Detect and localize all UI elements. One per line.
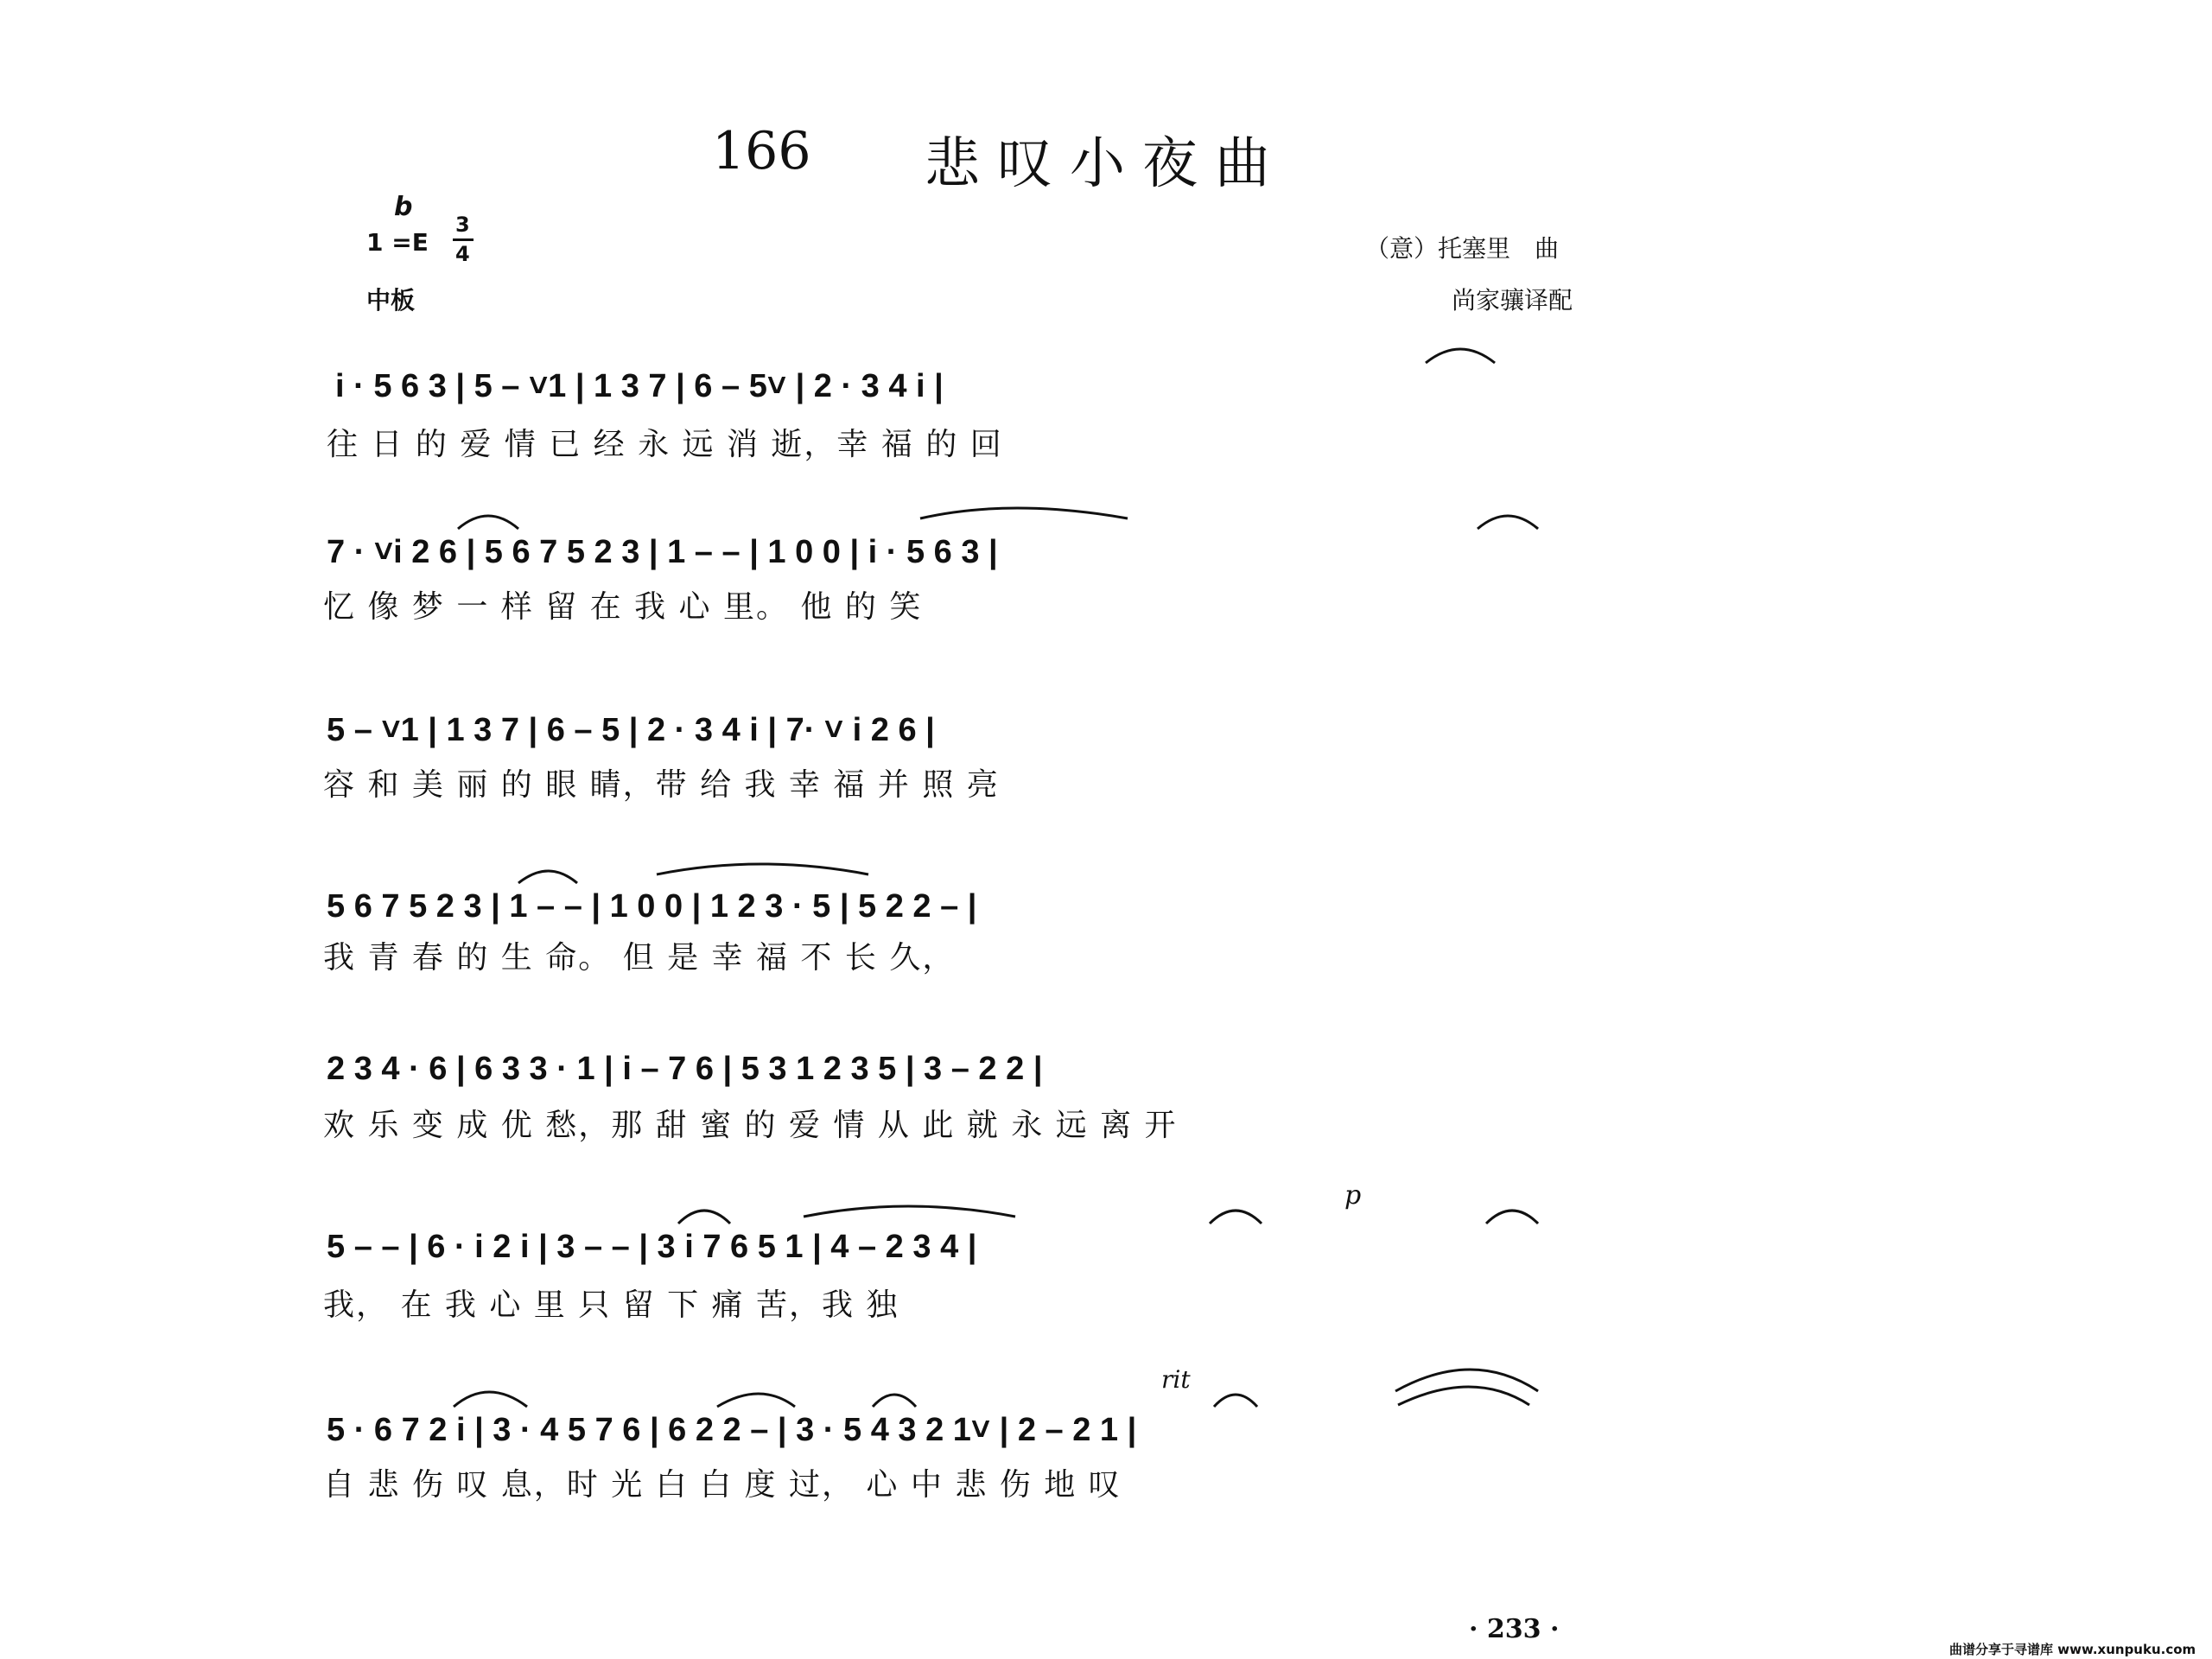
time-signature-bottom: 4 xyxy=(455,242,470,266)
song-number: 166 xyxy=(712,121,811,181)
slur-row-7a xyxy=(454,1392,527,1407)
notes-row-2: 7 · ˅i 2 6 | 5 6 7 5 2 3 | 1 – – | 1 0 0 | i · 5 6 3 | xyxy=(327,534,998,570)
slur-row-7f xyxy=(1398,1387,1529,1405)
tempo-marking: 中板 xyxy=(366,286,416,315)
lyrics-row-6: 我， 在 我 心 里 只 留 下 痛 苦，我 独 xyxy=(323,1287,899,1323)
lyrics-row-4: 我 青 春 的 生 命。 但 是 幸 福 不 长 久， xyxy=(323,940,956,976)
slur-row-4a xyxy=(518,871,577,883)
slur-row-6c xyxy=(1210,1211,1262,1224)
lyrics-row-1: 往 日 的 爱 情 已 经 永 远 消 逝，幸 福 的 回 xyxy=(327,427,1003,462)
slur-row-7c xyxy=(873,1395,916,1407)
slur-row-2b xyxy=(920,508,1128,518)
lyrics-row-5: 欢 乐 变 成 优 愁，那 甜 蜜 的 爱 情 从 此 就 永 远 离 开 xyxy=(323,1108,1178,1143)
song-title: 悲叹小夜曲 xyxy=(925,132,1287,196)
ritardando-marking: rit xyxy=(1161,1365,1191,1394)
composer-credit: （意）托塞里 曲 xyxy=(1365,234,1560,263)
dynamic-marking: p xyxy=(1344,1180,1362,1211)
key-flat-sign: b xyxy=(394,192,413,222)
slur-row-7b xyxy=(717,1394,795,1407)
notes-row-6: 5 – – | 6 · i 2 i | 3 – – | 3 i 7 6 5 1 | 4 – 2 3 4 | xyxy=(327,1229,977,1265)
notes-row-4: 5 6 7 5 2 3 | 1 – – | 1 0 0 | 1 2 3 · 5 | 5 2 2 – | xyxy=(327,888,977,925)
slur-row-6a xyxy=(678,1211,730,1224)
slur-row-2c xyxy=(1478,516,1538,529)
footer-credit: 曲谱分享于寻谱库 www.xunpuku.com xyxy=(1949,1642,2196,1657)
slur-row-2a xyxy=(458,516,518,529)
time-signature-top: 3 xyxy=(455,213,470,237)
notes-row-1: i · 5 6 3 | 5 – ˅1 | 1 3 7 | 6 – 5˅ | 2 · 3 4 i | xyxy=(335,368,944,404)
notes-row-7: 5 · 6 7 2 i | 3 · 4 5 7 6 | 6 2 2 – | 3 · 5 4 3 2 1˅ | 2 – 2 1 | xyxy=(327,1412,1137,1448)
notes-row-5: 2 3 4 · 6 | 6 3 3 · 1 | i – 7 6 | 5 3 1 2 3 5 | 3 – 2 2 | xyxy=(327,1051,1043,1087)
notes-row-3: 5 – ˅1 | 1 3 7 | 6 – 5 | 2 · 3 4 i | 7· ˅ i 2 6 | xyxy=(327,712,935,748)
slur-row-6b xyxy=(804,1206,1015,1217)
page-number: · 233 · xyxy=(1469,1614,1560,1644)
slur-row-6d xyxy=(1486,1211,1538,1224)
lyrics-row-2: 忆 像 梦 一 样 留 在 我 心 里。 他 的 笑 xyxy=(323,589,923,625)
lyrics-row-7: 自 悲 伤 叹 息，时 光 白 白 度 过， 心 中 悲 伤 地 叹 xyxy=(323,1467,1122,1503)
translator-credit: 尚家骧译配 xyxy=(1452,286,1573,315)
slur-row-7d xyxy=(1214,1395,1257,1407)
slur-row-4b xyxy=(657,864,868,874)
lyrics-row-3: 容 和 美 丽 的 眼 睛，带 给 我 幸 福 并 照 亮 xyxy=(323,767,1000,803)
slur-row-1 xyxy=(1426,349,1495,363)
key-signature: 1 =E xyxy=(366,228,429,257)
